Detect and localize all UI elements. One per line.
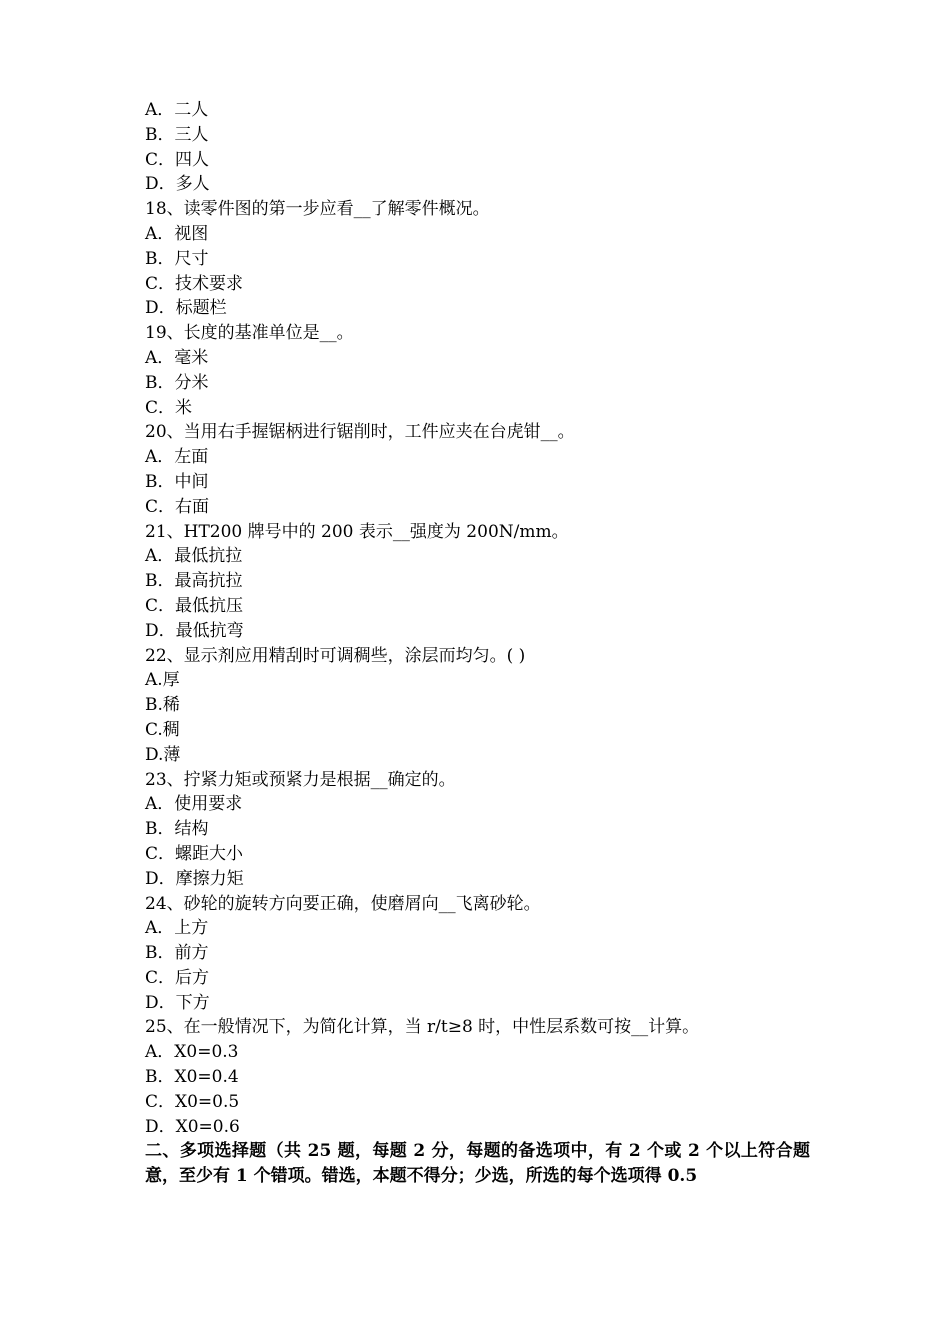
text-line: B．尺寸: [145, 248, 209, 269]
text-line: C．四人: [145, 149, 210, 170]
text-line: D．下方: [145, 992, 210, 1013]
question-25: 25、在一般情况下，为简化计算，当 r/t≥8 时，中性层系数可按__计算。: [145, 1017, 700, 1038]
text-line: A．X0=0.3: [145, 1042, 239, 1063]
text-line: B．前方: [145, 943, 209, 964]
question-18: 18、读零件图的第一步应看__了解零件概况。: [145, 199, 490, 220]
text-line: B．中间: [145, 471, 209, 492]
text-line: B．三人: [145, 124, 209, 145]
text-line: B．最高抗拉: [145, 571, 243, 592]
text-line: D．摩擦力矩: [145, 868, 244, 889]
text-line: A．二人: [145, 100, 209, 120]
text-line: C．米: [145, 397, 193, 418]
text-line: A.厚: [145, 670, 180, 691]
question-22: 22、显示剂应用精刮时可调稠些，涂层而均匀。( ): [145, 645, 526, 666]
question-23: 23、拧紧力矩或预紧力是根据__确定的。: [145, 769, 456, 790]
text-line: C．X0=0.5: [145, 1091, 240, 1112]
text-line: D．标题栏: [145, 298, 227, 319]
section-heading: 二、多项选择题（共 25 题，每题 2 分，每题的备选项中，有 2 个或 2 个以上符合题意，至少有 1 个错项。错选，本题不得分；少选，所选的每个选项得 0.5: [145, 1141, 810, 1187]
question-19: 19、长度的基准单位是__。: [145, 323, 354, 344]
text-line: B．分米: [145, 372, 209, 393]
text-line: D.薄: [145, 744, 181, 765]
question-20: 20、当用右手握锯柄进行锯削时，工件应夹在台虎钳__。: [145, 422, 575, 443]
text-line: D．多人: [145, 174, 210, 195]
text-line: C．最低抗压: [145, 595, 244, 616]
text-line: A．最低抗拉: [145, 546, 243, 567]
text-line: C．后方: [145, 967, 210, 988]
text-line: A．上方: [145, 918, 209, 939]
text-line: B．X0=0.4: [145, 1067, 239, 1088]
text-line: A．毫米: [145, 347, 209, 368]
text-line: C．技术要求: [145, 273, 244, 294]
text-line: C．螺距大小: [145, 843, 244, 864]
text-line: C.稠: [145, 719, 180, 740]
text-line: A．视图: [145, 223, 209, 244]
text-line: D．X0=0.6: [145, 1116, 240, 1137]
text-line: C．右面: [145, 496, 210, 517]
text-line: B．结构: [145, 819, 209, 840]
text-line: A．使用要求: [145, 794, 243, 815]
document-body: [145, 98, 810, 1189]
question-21: 21、HT200 牌号中的 200 表示__强度为 200N/mm。: [145, 521, 569, 542]
question-24: 24、砂轮的旋转方向要正确，使磨屑向__飞离砂轮。: [145, 893, 541, 914]
text-line: B.稀: [145, 695, 180, 716]
text-line: A．左面: [145, 447, 209, 468]
text-line: D．最低抗弯: [145, 620, 244, 641]
